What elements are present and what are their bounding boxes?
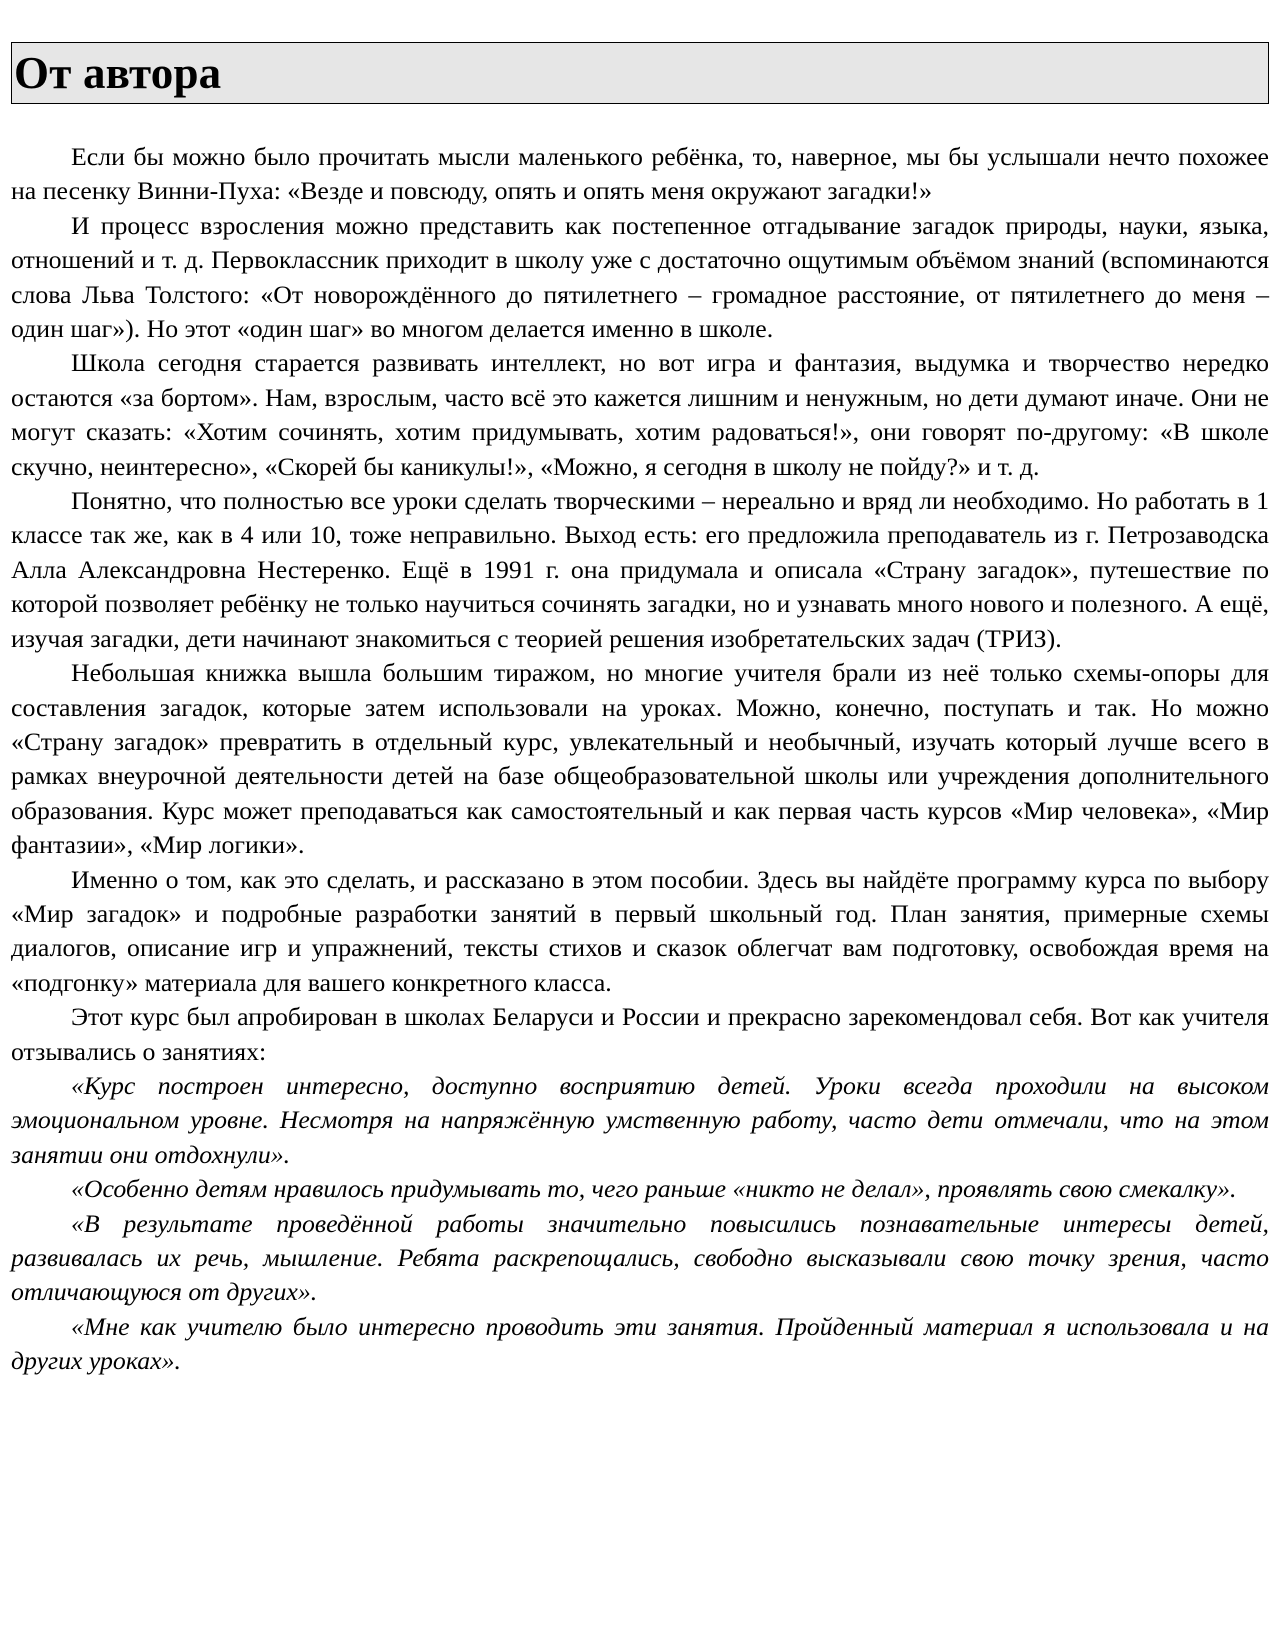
teacher-quote: «Мне как учителю было интересно проводить эти занятия. Пройденный материал я использовала и на других уроках». xyxy=(11,1311,1269,1376)
paragraph: Небольшая книжка вышла большим тиражом, но многие учителя брали из неё только схемы-опоры для составления загадок, которые затем использовали на уроках. Можно, конечно, поступать и так. Но можно «Страну загадок» превратить в отдельный курс, увлекательный и необычный, изучать который лучше всего в рамках внеурочной деятельности детей на базе общеобразовательной школы или учреждения дополнительного образования. Курс может преподаваться как самостоятельный и как первая часть курсов «Мир человека», «Мир фантазии», «Мир логики». xyxy=(11,658,1269,860)
teacher-quote: «Курс построен интересно, доступно восприятию детей. Уроки всегда проходили на высоком эмоциональном уровне. Несмотря на напряжённую умственную работу, часто дети отмечали, что на этом занятии они отдохнули». xyxy=(11,1070,1269,1169)
teacher-quote: «В результате проведённой работы значительно повысились познавательные интересы детей, развивалась их речь, мышление. Ребята раскрепощались, свободно высказывали свою точку зрения, часто отличающуюся от других». xyxy=(11,1208,1269,1307)
teacher-quote: «Особенно детям нравилось придумывать то, чего раньше «никто не делал», проявлять свою смекалку». xyxy=(71,1174,1237,1204)
paragraph: Именно о том, как это сделать, и рассказано в этом пособии. Здесь вы найдёте программу курса по выбору «Мир загадок» и подробные разработки занятий в первый школьный год. План занятия, примерные схемы диалогов, описание игр и упражнений, тексты стихов и сказок облегчат вам подготовку, освобождая время на «подгонку» материала для вашего конкретного класса. xyxy=(11,864,1269,997)
paragraph: Понятно, что полностью все уроки сделать творческими – нереально и вряд ли необходимо. Но работать в 1 классе так же, как в 4 или 10, тоже неправильно. Выход есть: его предложила преподаватель из г. Петрозаводска Алла Александровна Нестеренко. Ещё в 1991 г. она придумала и описала «Страну загадок», путешествие по которой позволяет ребёнку не только научиться сочинять загадки, но и узнавать много нового и полезного. А ещё, изучая загадки, дети начинают знакомиться с теорией решения изобретательских задач (ТРИЗ). xyxy=(11,486,1269,653)
paragraph: Школа сегодня старается развивать интеллект, но вот игра и фантазия, выдумка и творчество нередко остаются «за бортом». Нам, взрослым, часто всё это кажется лишним и ненужным, но дети думают иначе. Они не могут сказать: «Хотим сочинять, хотим придумывать, хотим радоваться!», они говорят по-другому: «В школе скучно, неинтересно», «Скорей бы каникулы!», «Можно, я сегодня в школу не пойду?» и т. д. xyxy=(11,348,1269,481)
paragraph: Этот курс был апробирован в школах Беларуси и России и прекрасно зарекомендовал себя. Вот как учителя отзывались о занятиях: xyxy=(11,1002,1269,1066)
body-text xyxy=(11,140,1269,1379)
heading-box xyxy=(11,42,1269,104)
paragraph: Если бы можно было прочитать мысли маленького ребёнка, то, наверное, мы бы услышали нечто похожее на песенку Винни-Пуха: «Везде и повсюду, опять и опять меня окружают загадки!» xyxy=(11,142,1269,206)
page-title: От автора xyxy=(14,48,222,98)
page xyxy=(11,42,1269,1379)
paragraph: И процесс взросления можно представить как постепенное отгадывание загадок природы, науки, языка, отношений и т. д. Первоклассник приходит в школу уже с достаточно ощутимым объёмом знаний (вспоминаются слова Льва Толстого: «От новорождённого до пятилетнего – громадное расстояние, от пятилетнего до меня – один шаг»). Но этот «один шаг» во многом делается именно в школе. xyxy=(11,210,1269,344)
